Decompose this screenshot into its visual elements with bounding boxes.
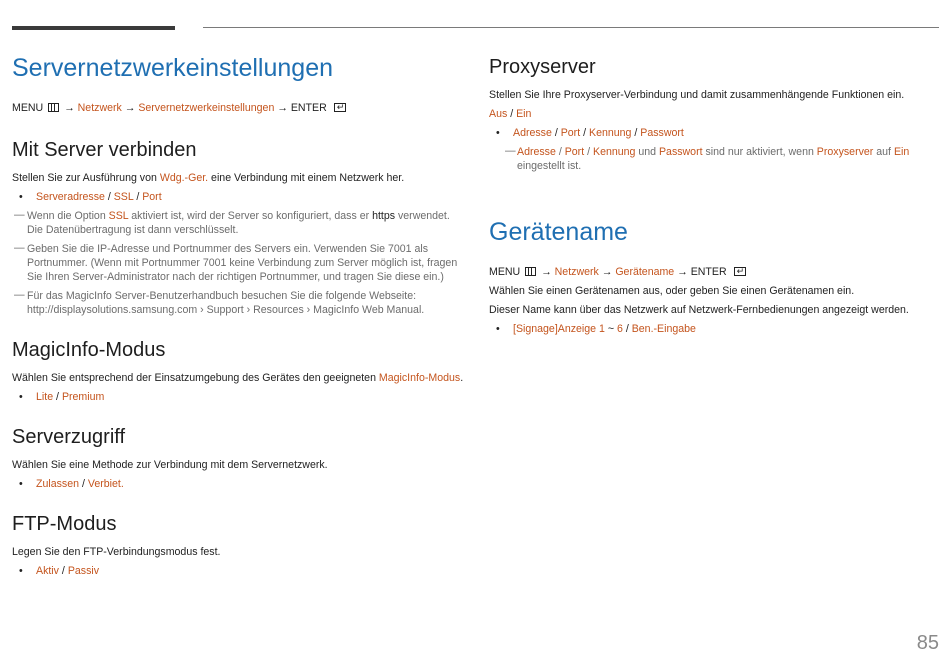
access-description: Wählen Sie eine Methode zur Verbindung mit dem Servernetzwerk. [12,459,328,471]
page-number: 85 [916,632,939,654]
device-menu-path: MENU → Netzwerk → Gerätename → ENTER ↵ [489,265,939,279]
note-ssl: — Wenn die Option SSL aktiviert ist, wird der Server so konfiguriert, dass er https verwendet. Die Datenübertragung ist dann verschlüsselt. [14,209,450,236]
access-options: • Zulassen / Verbiet. [12,477,467,491]
proxy-options: • Adresse / Port / Kennung / Passwort [489,126,939,140]
ftp-options: • Aktiv / Passiv [12,564,467,578]
enter-icon [334,103,346,112]
header-bar-thin [203,27,939,28]
menu-icon [48,103,59,112]
connect-description: Stellen Sie zur Ausführung von Wdg.-Ger. eine Verbindung mit einem Netzwerk her. [12,172,405,184]
note-dash-icon: — [14,242,25,254]
connect-options: • Serveradresse / SSL / Port [12,190,467,204]
heading-connect-server: Mit Server verbinden [12,139,197,161]
ftp-description: Legen Sie den FTP-Verbindungsmodus fest. [12,546,221,558]
menu-icon [525,267,536,276]
enter-icon [734,267,746,276]
magicinfo-description: Wählen Sie entsprechend der Einsatzumgebung des Gerätes den geeigneten MagicInfo-Modus. [12,372,464,384]
header-bar-dark [12,26,175,30]
heading-ftp-mode: FTP-Modus [12,513,117,535]
menu-path: MENU → Netzwerk → Servernetzwerkeinstellungen → ENTER ↵ [12,101,467,115]
note-dash-icon: — [14,209,25,221]
left-column [12,52,467,578]
proxy-description: Stellen Sie Ihre Proxyserver-Verbindung und damit zusammenhängende Funktionen ein. [489,89,905,101]
note-manual: — Für das MagicInfo Server-Benutzerhandbuch besuchen Sie die folgende Webseite: http://displaysolutions.samsung.com › Support › Resources › MagicInfo Web Manual. [14,289,425,316]
device-options: • [Signage]Anzeige 1 ~ 6 / Ben.-Eingabe [489,322,939,336]
note-port: — Geben Sie die IP-Adresse und Portnummer des Servers ein. Verwenden Sie 7001 als Portnummer. (Wenn mit Portnummer 7001 keine Verbindung zum Server möglich ist, fragen Sie Ihren Server-Administrator nach der richtigen Portnummer, und tragen Sie diese ein.) [14,242,458,283]
note-proxy: — Adresse / Port / Kennung und Passwort sind nur aktiviert, wenn Proxyserver auf Ein eingestellt ist. [505,145,910,172]
device-description-1: Wählen Sie einen Gerätenamen aus, oder geben Sie einen Gerätenamen ein. [489,285,855,297]
section-title-server-network: Servernetzwerkeinstellungen [12,54,334,82]
note-dash-icon: — [14,289,25,301]
proxy-on-off: Aus / Ein [489,108,532,120]
heading-magicinfo: MagicInfo-Modus [12,339,166,361]
section-title-device-name: Gerätename [489,218,628,246]
note-dash-icon: — [505,145,516,157]
right-column [489,52,939,336]
device-description-2: Dieser Name kann über das Netzwerk auf Netzwerk-Fernbedienungen angezeigt werden. [489,304,909,316]
magicinfo-options: • Lite / Premium [12,390,467,404]
heading-server-access: Serverzugriff [12,426,126,448]
heading-proxy: Proxyserver [489,56,596,78]
